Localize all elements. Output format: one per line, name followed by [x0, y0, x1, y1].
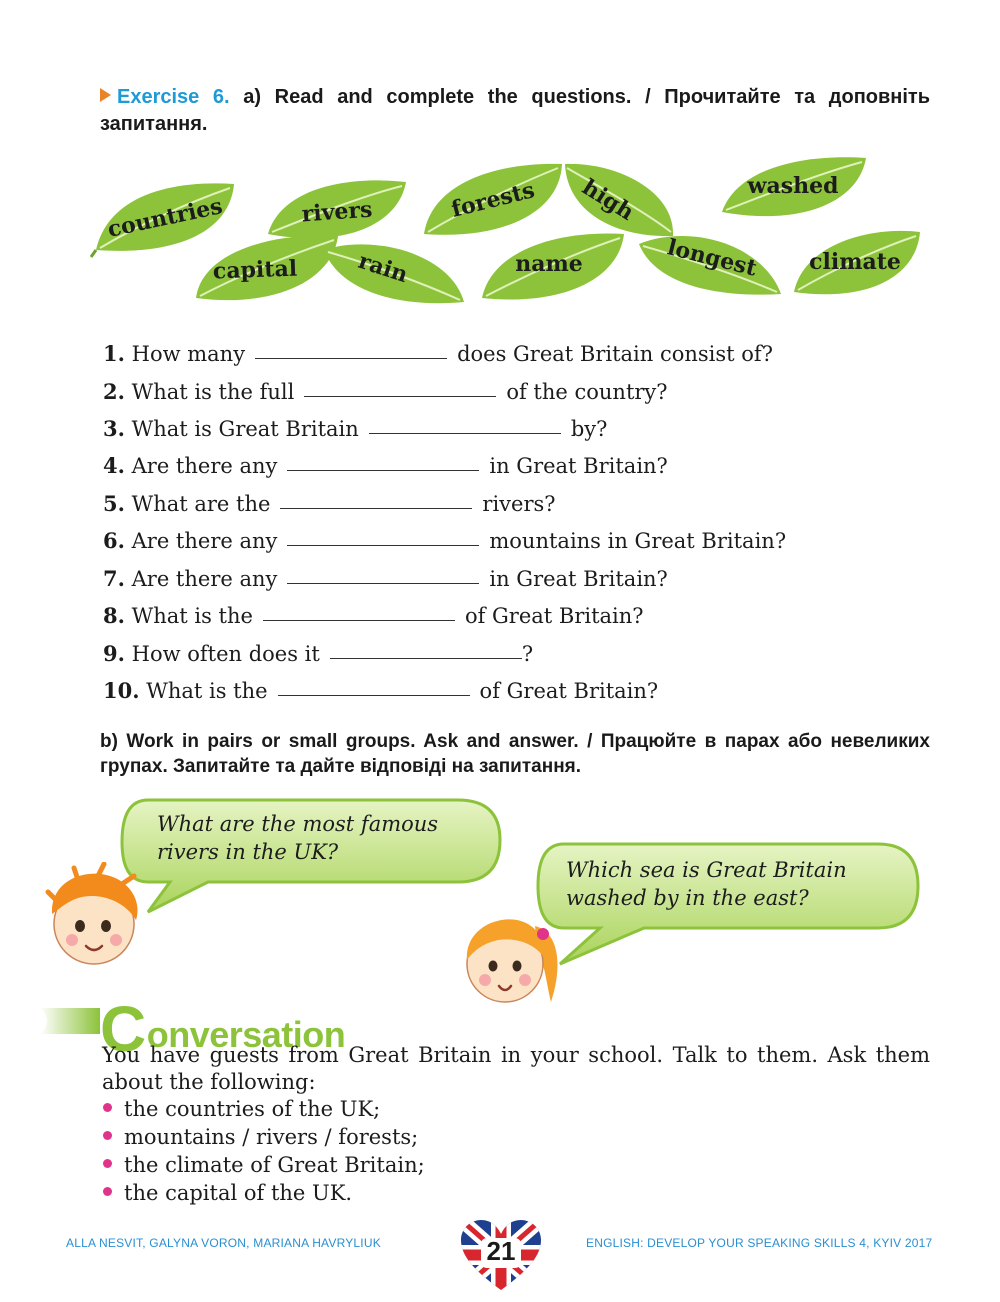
question-3: 3. What is Great Britain by?	[103, 416, 608, 441]
play-arrow-icon	[100, 88, 111, 102]
page-number-heart	[459, 1218, 543, 1292]
girl-bubble-text: Which sea is Great Britain washed by in the east?	[566, 858, 847, 910]
answer-blank[interactable]	[287, 469, 479, 471]
leaf-word-washed: washed	[718, 152, 868, 232]
conversation-tab-decoration	[0, 1008, 100, 1034]
answer-blank[interactable]	[263, 619, 455, 621]
boy-face-illustration	[38, 862, 148, 972]
leaf-word-climate: climate	[790, 222, 940, 302]
question-6: 6. Are there any mountains in Great Britain?	[103, 528, 787, 553]
leaf-word-longest: longest	[635, 218, 785, 298]
conversation-title: Conversation	[100, 993, 346, 1065]
answer-blank[interactable]	[369, 432, 561, 434]
answer-blank[interactable]	[287, 544, 479, 546]
page-number: 21	[486, 1236, 516, 1266]
list-item: the countries of the UK;	[103, 1097, 380, 1121]
footer-authors: ALLA NESVIT, GALYNA VORON, MARIANA HAVRYLIUK	[66, 1236, 381, 1250]
question-2: 2. What is the full of the country?	[103, 379, 668, 404]
bullet-icon	[103, 1159, 112, 1168]
answer-blank[interactable]	[287, 582, 479, 584]
list-item: mountains / rivers / forests;	[103, 1125, 418, 1149]
question-5: 5. What are the rivers?	[103, 491, 556, 516]
answer-blank[interactable]	[330, 657, 522, 659]
question-7: 7. Are there any in Great Britain?	[103, 566, 668, 591]
list-item: the capital of the UK.	[103, 1181, 352, 1205]
list-item: the climate of Great Britain;	[103, 1153, 425, 1177]
question-1: 1. How many does Great Britain consist of?	[103, 341, 773, 366]
question-4: 4. Are there any in Great Britain?	[103, 453, 668, 478]
part-b-instruction: b) Work in pairs or small groups. Ask and answer. / Працюйте в парах або невеликих групах. Запитайте та дайте відповіді на запитання.	[100, 731, 930, 777]
question-8: 8. What is the of Great Britain?	[103, 603, 644, 628]
bullet-icon	[103, 1131, 112, 1140]
answer-blank[interactable]	[278, 694, 470, 696]
boy-bubble-text: What are the most famous rivers in the UK?	[157, 812, 439, 864]
question-9: 9. How often does it ?	[103, 641, 534, 666]
leaf-word-rain: rain	[320, 228, 470, 308]
leaf-word-high: high	[545, 160, 695, 240]
leaf-word-rivers: rivers	[262, 172, 412, 252]
answer-blank[interactable]	[255, 357, 447, 359]
question-10: 10. What is the of Great Britain?	[103, 678, 659, 703]
leaf-word-name: name	[478, 226, 628, 306]
answer-blank[interactable]	[304, 395, 496, 397]
bullet-icon	[103, 1187, 112, 1196]
bullet-icon	[103, 1103, 112, 1112]
conversation-intro: You have guests from Great Britain in your school. Talk to them. Ask them about the following:	[102, 1043, 930, 1094]
part-a-instruction: a) Read and complete the questions. / Прочитайте та доповніть запитання.	[100, 86, 931, 135]
leaf-word-forests: forests	[418, 160, 568, 240]
girl-face-illustration	[455, 906, 565, 1016]
footer-book-title: ENGLISH: DEVELOP YOUR SPEAKING SKILLS 4, KYIV 2017	[586, 1236, 933, 1250]
exercise-number: Exercise 6.	[117, 86, 230, 108]
answer-blank[interactable]	[280, 507, 472, 509]
leaf-word-countries: countries	[90, 178, 240, 258]
leaf-word-capital: capital	[192, 228, 342, 308]
exercise-heading	[100, 84, 930, 138]
